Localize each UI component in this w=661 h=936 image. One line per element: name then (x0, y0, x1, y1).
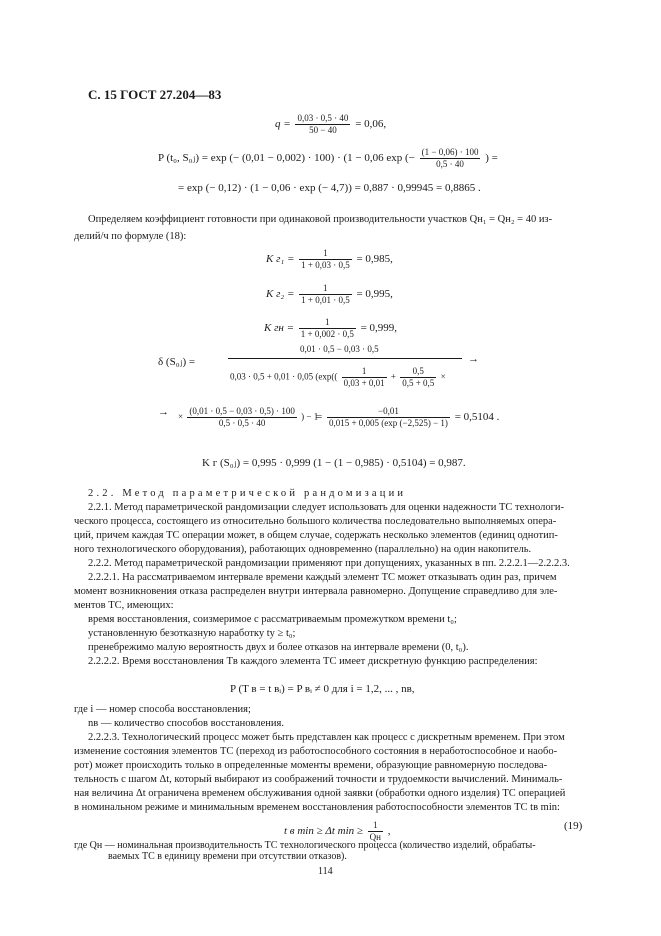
formula-19-lhs: t в min ≥ Δt min ≥ (284, 825, 363, 838)
page-header: С. 15 ГОСТ 27.204—83 (88, 87, 222, 102)
para-2-2-2: 2.2.2. Метод параметрической рандомизации применяют при допущениях, указанных в пп. 2.2.2.1—2.2.2.3. (88, 558, 570, 569)
formula-k1-num: 1 (299, 248, 352, 260)
formula-19-number: (19) (564, 820, 583, 832)
para-where-qn-2: ваемых ТС в единицу времени при отсутствии отказов). (108, 851, 347, 862)
formula-k-final: K г (S₀ⱼ) = 0,995 · 0,999 (1 − (1 − 0,985) · 0,5104) = 0,987. (202, 457, 466, 469)
formula-delta-inner2-den: 0,5 + 0,5 (402, 378, 435, 388)
formula-k2-num: 1 (299, 283, 352, 295)
formula-k1-den: 1 + 0,03 · 0,5 (301, 260, 350, 270)
formula-p-line2: = exp (− 0,12) · (1 − 0,06 · exp (− 4,7)) = 0,887 · 0,99945 = 0,8865 . (178, 182, 481, 194)
para-2-2-2-2: 2.2.2.2. Время восстановления Tв каждого элемента ТС имеет дискретную функцию распределения: (88, 656, 538, 667)
para-where-i: где i — номер способа восстановления; (74, 704, 251, 715)
formula-delta-den: 0,03 · 0,5 + 0,01 · 0,05 (exp(( $\frac{1}{0,03 + 0,01}$ + $\frac{0,5}{0,5 + 0,5}$ × (230, 366, 446, 388)
formula-delta2-den-a: 0,5 · 0,5 · 40 (218, 418, 266, 428)
para-2-2-2-3-b: изменение состояния элементов ТС (переход из работоспособного состояния в неработоспособное и наобо- (74, 746, 558, 757)
para-2-2-2-3-a: 2.2.2.3. Технологический процесс может быть представлен как процесс с дискретным временем. При этом (88, 732, 565, 743)
formula-delta2-den-b: 0,015 + 0,005 (exp (−2,525) − 1) (328, 418, 448, 428)
formula-delta2-right: = $\frac{-0,01}{0,015 + 0,005 (\exp (-2,525) - 1)}$ = 0,5104 . (316, 406, 500, 428)
formula-kn-num: 1 (299, 317, 356, 329)
formula-delta2-num-b: −0,01 (327, 406, 450, 418)
formula-k2-lhs: K г₂ = (266, 288, 295, 301)
formula-delta2-arrow: → (158, 406, 169, 418)
formula-delta-num: 0,01 · 0,5 − 0,03 · 0,5 (300, 344, 379, 354)
formula-kn-den: 1 + 0,002 · 0,5 (300, 329, 354, 339)
formula-q (275, 113, 386, 136)
para-bullet-1: время восстановления, соизмеримое с рассматриваемым промежутком времени t₀; (88, 614, 457, 625)
formula-p-num: (1 − 0,06) · 100 (421, 147, 479, 157)
formula-kn-fraction (299, 317, 356, 340)
formula-k2-rhs: = 0,995, (356, 288, 393, 301)
formula-p-line1: P (t₀, S₀ⱼ) = exp (− (0,01 − 0,002) · 100) · (1 − 0,06 exp (− $\frac{(1 - 0,06) \cdot 100}{0,5 \cdot 40}$ ) = (158, 147, 498, 169)
para-where-nv: nв — количество способов восстановления. (88, 718, 284, 729)
formula-q-rhs: = 0,06, (355, 118, 387, 131)
para-2-2-2-3-e: ная величина Δt ограничена временем обслуживания одной заявки (обработки одного изделия) ТС операцией (74, 788, 566, 799)
formula-delta-inner1-num: 1 (342, 366, 387, 378)
formula-p-den: 0,5 · 40 (436, 159, 464, 169)
formula-delta-inner1 (342, 366, 387, 389)
formula-p-fraction (420, 147, 481, 170)
formula-tv: P (T в = t вᵢ) = P вᵢ ≠ 0 для i = 1,2, ... , nв, (230, 683, 415, 695)
formula-k1-fraction (299, 248, 352, 271)
para-2-2-1-d: ного технологического оборудования), работающих одновременно (параллельно) на один накопитель. (74, 544, 532, 555)
formula-q-lhs: q = (275, 118, 291, 131)
formula-k2-fraction (299, 283, 352, 306)
para-2-2-2-3-d: тельность с шагом Δt, который выбирают из соображений точности и трудоемкости вычислений. Минималь- (74, 774, 563, 785)
formula-k1-rhs: = 0,985, (356, 253, 393, 266)
formula-delta-exp: exp (318, 371, 332, 382)
para-2-2-2-3-f: в номинальном режиме и минимальным временем восстановления работоспособности элементов ТС tв min: (74, 802, 560, 813)
para-2-2-2-1-c: ментов ТС, имеющих: (74, 600, 174, 611)
formula-kn-rhs: = 0,999, (360, 322, 398, 335)
formula-delta-arrow: → (468, 353, 479, 365)
para-2-2-2-1-a: 2.2.2.1. На рассматриваемом интервале времени каждый элемент ТС может отказывать один раз, причем (88, 572, 557, 583)
formula-delta-inner1-den: 0,03 + 0,01 (343, 378, 385, 388)
formula-19-num: 1 (368, 820, 383, 832)
formula-p-lhs: P (t₀, S₀ⱼ) = exp (− (0,01 − 0,002) · 100) · (1 − 0,06 exp (158, 152, 403, 165)
formula-delta-bar (228, 358, 462, 359)
para-2-2-1-a: 2.2.1. Метод параметрической рандомизации следует использовать для оценки надежности ТС технологи- (88, 502, 565, 513)
formula-19-den: Qн (369, 832, 381, 842)
para-intro-2: делий/ч по формуле (18): (74, 231, 187, 242)
formula-delta-lhs: δ (S₀ⱼ) = (158, 356, 196, 368)
formula-delta-inner2 (400, 366, 436, 389)
section-heading: 2.2. Метод параметрической рандомизации (88, 488, 407, 499)
formula-delta2-tail: ) − 1 (301, 411, 319, 422)
formula-k1 (266, 248, 393, 271)
para-2-2-2-1-b: момент возникновения отказа распределен внутри интервала равномерно. Допущение справедливо для эле- (74, 586, 558, 597)
para-bullet-3: пренебрежимо малую вероятность двух и более отказов на интервале времени (0, t₀). (88, 642, 469, 653)
para-2-2-2-3-c: рот) может происходить только в определенные моменты времени, образующие равномерную последова- (74, 760, 548, 771)
para-intro-1: Определяем коэффициент готовности при одинаковой производительности участков Qн₁ = Qн₂ = 40 из- (88, 214, 553, 225)
formula-delta2-num-a: (0,01 · 0,5 − 0,03 · 0,5) · 100 (189, 406, 295, 416)
formula-q-den: 50 − 40 (309, 125, 337, 135)
formula-k1-lhs: K г₁ = (266, 253, 295, 266)
formula-19-rhs: , (387, 825, 391, 838)
formula-kn (264, 317, 397, 340)
formula-kn-lhs: K гн = (264, 322, 295, 335)
formula-delta2-frac-b (327, 406, 450, 429)
formula-p-rhs: ) = (485, 152, 498, 165)
formula-delta2-left (178, 406, 318, 429)
formula-delta-inner2-num: 0,5 (400, 366, 436, 378)
formula-q-num: 0,03 · 0,5 · 40 (297, 113, 349, 123)
formula-q-fraction (295, 113, 350, 136)
formula-k2-den: 1 + 0,01 · 0,5 (301, 295, 350, 305)
page-number: 114 (318, 866, 333, 877)
formula-delta-den-a: 0,03 · 0,5 + 0,01 · 0,05 (230, 371, 314, 382)
para-bullet-2: установленную безотказную наработку tу ≥ t₀; (88, 628, 296, 639)
formula-delta2-rhs: = 0,5104 . (454, 411, 500, 424)
formula-k2 (266, 283, 393, 306)
para-2-2-1-c: ций, причем каждая ТС операции может, в общем случае, содержать несколько элементов (единиц однотип- (74, 530, 558, 541)
formula-delta2-frac-a (187, 406, 297, 429)
formula-delta2-lead: × (178, 411, 184, 422)
para-2-2-1-b: ческого процесса, состоящего из относительно большого количества последовательно выполняемых опера- (74, 516, 557, 527)
para-where-qn: где Qн — номинальная производительность ТС технологического процесса (количество изделий, обрабаты- (74, 840, 536, 851)
